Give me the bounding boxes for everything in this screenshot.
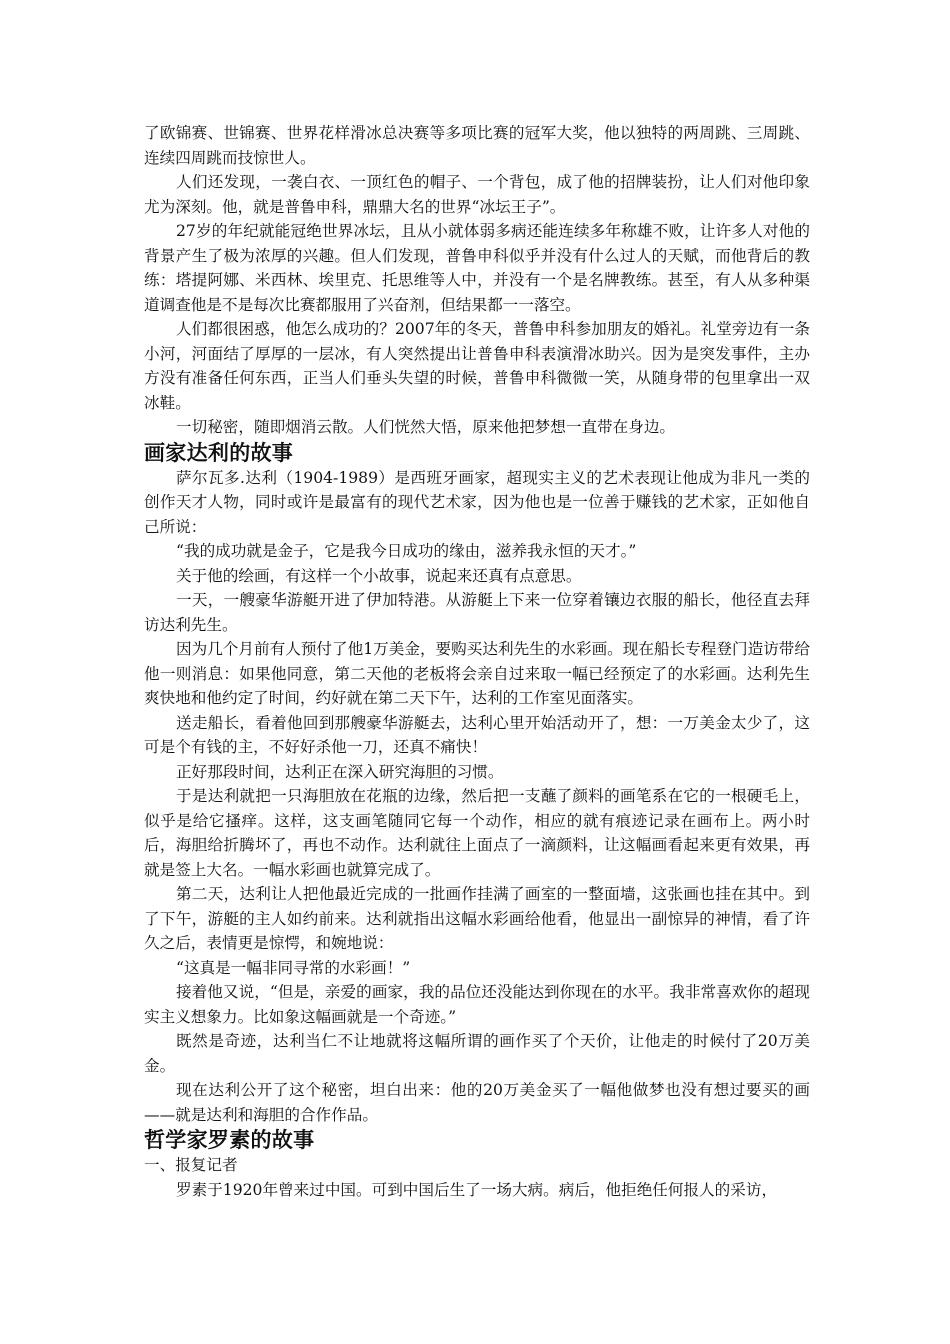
body-paragraph: 人们都很困惑，他怎么成功的？2007年的冬天，普鲁申科参加朋友的婚礼。礼堂旁边有一条小河，河面结了厚厚的一层冰，有人突然提出让普鲁申科表演滑冰助兴。因为是突发事件，主办方没有准备任何东西，正当人们垂头失望的时候，普鲁申科微微一笑，从随身带的包里拿出一双冰鞋。 bbox=[144, 320, 810, 412]
section-heading-russell: 哲学家罗素的故事 bbox=[144, 1128, 315, 1152]
body-paragraph: 一天，一艘豪华游艇开进了伊加特港。从游艇上下来一位穿着镶边衣服的船长，他径直去拜访达利先生。 bbox=[144, 591, 810, 634]
body-paragraph: 第二天，达利让人把他最近完成的一批画作挂满了画室的一整面墙，这张画也挂在其中。到了下午，游艇的主人如约前来。达利就指出这幅水彩画给他看，他显出一副惊异的神情，看了许久之后，表情更是惊愕，和婉地说： bbox=[144, 885, 810, 952]
quote-paragraph: “这真是一幅非同寻常的水彩画！” bbox=[176, 958, 411, 977]
body-paragraph: 27岁的年纪就能冠绝世界冰坛，且从小就体弱多病还能连续多年称雄不败，让许多人对他的背景产生了极为浓厚的兴趣。但人们发现，普鲁申科似乎并没有什么过人的天赋，而他背后的教练：塔提阿娜、米西林、埃里克、托思维等人中，并没有一个是名牌教练。甚至，有人从多种渠道调查他是不是每次比赛都服用了兴奋剂，但结果都一一落空。 bbox=[144, 222, 810, 314]
body-paragraph: 接着他又说，“但是，亲爱的画家，我的品位还没能达到你现在的水平。我非常喜欢你的超现实主义想象力。比如象这幅画就是一个奇迹。” bbox=[144, 983, 810, 1026]
quote-paragraph: “我的成功就是金子，它是我今日成功的缘由，滋养我永恒的天才。” bbox=[176, 542, 637, 560]
body-paragraph: 于是达利就把一只海胆放在花瓶的边缘，然后把一支蘸了颜料的画笔系在它的一根硬毛上，似乎是给它搔痒。这样，这支画笔随同它每一个动作，相应的就有痕迹记录在画布上。两小时后，海胆给折腾坏了，再也不动作。达利就往上面点了一滴颜料，让这幅画看起来更有效果，再就是签上大名。一幅水彩画也就算完成了。 bbox=[144, 787, 810, 879]
body-paragraph: 了欧锦赛、世锦赛、世界花样滑冰总决赛等多项比赛的冠军大奖，他以独特的两周跳、三周跳、连续四周跳而技惊世人。 bbox=[144, 124, 810, 167]
body-paragraph: 人们还发现，一袭白衣、一顶红色的帽子、一个背包，成了他的招牌装扮，让人们对他印象尤为深刻。他，就是普鲁申科，鼎鼎大名的世界“冰坛王子”。 bbox=[144, 173, 810, 216]
document-page bbox=[144, 121, 810, 1202]
body-paragraph: 关于他的绘画，有这样一个小故事，说起来还真有点意思。 bbox=[176, 566, 582, 585]
section-heading-dali: 画家达利的故事 bbox=[144, 440, 294, 465]
body-paragraph: 正好那段时间，达利正在深入研究海胆的习惯。 bbox=[176, 762, 504, 781]
body-paragraph: 既然是奇迹，达利当仁不让地就将这幅所谓的画作买了个天价，让他走的时候付了20万美金。 bbox=[144, 1032, 810, 1075]
body-paragraph: 罗素于1920年曾来过中国。可到中国后生了一场大病。病后，他拒绝任何报人的采访， bbox=[176, 1180, 778, 1199]
body-paragraph: 因为几个月前有人预付了他1万美金，要购买达利先生的水彩画。现在船长专程登门造访带给他一则消息：如果他同意，第二天他的老板将会亲自过来取一幅已经预定了的水彩画。达利先生爽快地和他约定了时间，约好就在第二天下午，达利的工作室见面落实。 bbox=[144, 640, 810, 707]
body-paragraph: 萨尔瓦多.达利（1904-1989）是西班牙画家，超现实主义的艺术表现让他成为非凡一类的创作天才人物，同时或许是最富有的现代艺术家，因为他也是一位善于赚钱的艺术家，正如他自己所说： bbox=[144, 468, 810, 536]
subsection-heading: 一、报复记者 bbox=[144, 1156, 238, 1174]
body-paragraph: 一切秘密，随即烟消云散。人们恍然大悟，原来他把梦想一直带在身边。 bbox=[176, 418, 676, 436]
body-paragraph: 送走船长，看着他回到那艘豪华游艇去，达利心里开始活动开了，想：一万美金太少了，这可是个有钱的主，不好好杀他一刀，还真不痛快！ bbox=[144, 713, 810, 756]
body-paragraph: 现在达利公开了这个秘密，坦白出来：他的20万美金买了一幅他做梦也没有想过要买的画——就是达利和海胆的合作作品。 bbox=[144, 1081, 810, 1124]
